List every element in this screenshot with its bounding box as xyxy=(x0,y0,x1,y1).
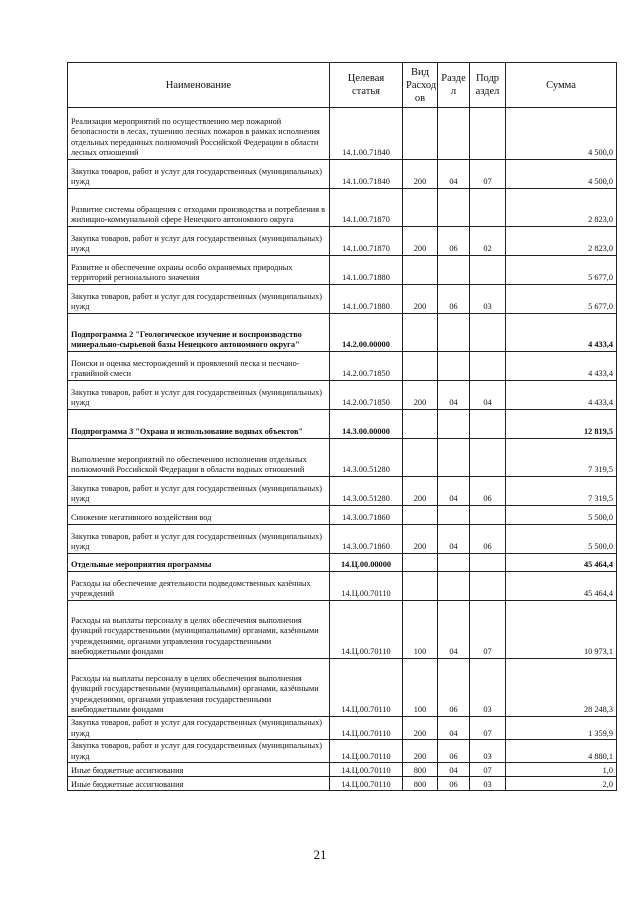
cell-razdel: 06 xyxy=(438,659,470,717)
cell-razdel xyxy=(438,108,470,160)
table-row xyxy=(68,160,617,189)
header-summa: Сумма xyxy=(506,63,617,108)
cell-razdel xyxy=(438,314,470,352)
cell-name: Расходы на выплаты персоналу в целях обеспечения выполнения функций государственными (муниципальными) органами, казёнными учреждениями, органами управления государственными внебюджетными фондами xyxy=(68,601,330,659)
cell-name: Закупка товаров, работ и услуг для государственных (муниципальных) нужд xyxy=(68,525,330,554)
cell-name: Закупка товаров, работ и услуг для государственных (муниципальных) нужд xyxy=(68,285,330,314)
table-row xyxy=(68,763,617,777)
table-row xyxy=(68,285,617,314)
header-name: Наименование xyxy=(68,63,330,108)
cell-vid xyxy=(403,256,438,285)
cell-name: Закупка товаров, работ и услуг для государственных (муниципальных) нужд xyxy=(68,717,330,740)
cell-summa: 2 823,0 xyxy=(506,189,617,227)
cell-code: 14.Ц.00.70110 xyxy=(330,717,403,740)
cell-code: 14.2.00.71850 xyxy=(330,352,403,381)
cell-name: Поиски и оценка месторождений и проявлений песка и песчано-гравийной смеси xyxy=(68,352,330,381)
cell-vid xyxy=(403,189,438,227)
cell-code: 14.3.00.00000 xyxy=(330,410,403,439)
cell-code: 14.3.00.51280 xyxy=(330,477,403,506)
table-row xyxy=(68,777,617,791)
table-header-row xyxy=(68,63,617,108)
cell-razdel xyxy=(438,506,470,525)
cell-vid: 800 xyxy=(403,777,438,791)
cell-summa: 2,0 xyxy=(506,777,617,791)
table-row xyxy=(68,227,617,256)
cell-summa: 4 433,4 xyxy=(506,352,617,381)
cell-name: Закупка товаров, работ и услуг для государственных (муниципальных) нужд xyxy=(68,740,330,763)
cell-vid: 200 xyxy=(403,740,438,763)
cell-podrazdel xyxy=(470,554,506,572)
cell-name: Иные бюджетные ассигнования xyxy=(68,777,330,791)
cell-summa: 10 973,1 xyxy=(506,601,617,659)
cell-podrazdel xyxy=(470,352,506,381)
cell-summa: 28 248,3 xyxy=(506,659,617,717)
cell-razdel: 04 xyxy=(438,477,470,506)
cell-code: 14.2.00.00000 xyxy=(330,314,403,352)
cell-razdel: 06 xyxy=(438,227,470,256)
table-row xyxy=(68,477,617,506)
cell-vid: 200 xyxy=(403,381,438,410)
cell-name: Подпрограмма 2 "Геологическое изучение и воспроизводство минерально-сырьевой базы Ненецкого автономного округа" xyxy=(68,314,330,352)
cell-name: Развитие системы обращения с отходами производства и потребления в жилищно-коммунальной сфере Ненецкого автономного округа xyxy=(68,189,330,227)
cell-summa: 45 464,4 xyxy=(506,572,617,601)
cell-razdel xyxy=(438,189,470,227)
cell-name: Отдельные мероприятия программы xyxy=(68,554,330,572)
cell-summa: 4 433,4 xyxy=(506,381,617,410)
cell-vid xyxy=(403,506,438,525)
cell-summa: 5 500,0 xyxy=(506,525,617,554)
cell-vid xyxy=(403,108,438,160)
cell-summa: 7 319,5 xyxy=(506,439,617,477)
cell-summa: 2 823,0 xyxy=(506,227,617,256)
cell-name: Расходы на обеспечение деятельности подведомственных казённых учреждений xyxy=(68,572,330,601)
cell-code: 14.1.00.71870 xyxy=(330,227,403,256)
cell-podrazdel: 03 xyxy=(470,285,506,314)
cell-name: Выполнение мероприятий по обеспечению исполнения отдельных полномочий Российской Федерации в области водных отношений xyxy=(68,439,330,477)
cell-code: 14.1.00.71840 xyxy=(330,108,403,160)
table-row xyxy=(68,108,617,160)
cell-name: Иные бюджетные ассигнования xyxy=(68,763,330,777)
cell-summa: 5 677,0 xyxy=(506,256,617,285)
budget-table-sheet xyxy=(67,62,616,791)
cell-podrazdel xyxy=(470,256,506,285)
cell-razdel xyxy=(438,554,470,572)
cell-razdel: 06 xyxy=(438,740,470,763)
table-row xyxy=(68,554,617,572)
cell-name: Закупка товаров, работ и услуг для государственных (муниципальных) нужд xyxy=(68,477,330,506)
cell-podrazdel: 07 xyxy=(470,717,506,740)
cell-vid: 100 xyxy=(403,601,438,659)
cell-vid: 200 xyxy=(403,525,438,554)
cell-summa: 4 500,0 xyxy=(506,160,617,189)
cell-podrazdel xyxy=(470,410,506,439)
cell-name: Снижение негативного воздействия вод xyxy=(68,506,330,525)
cell-podrazdel: 07 xyxy=(470,601,506,659)
cell-razdel xyxy=(438,572,470,601)
cell-podrazdel xyxy=(470,189,506,227)
cell-code: 14.3.00.51280 xyxy=(330,439,403,477)
cell-podrazdel: 07 xyxy=(470,160,506,189)
table-row xyxy=(68,189,617,227)
cell-vid xyxy=(403,554,438,572)
table-row xyxy=(68,717,617,740)
cell-vid xyxy=(403,410,438,439)
cell-vid: 200 xyxy=(403,477,438,506)
cell-razdel xyxy=(438,410,470,439)
cell-code: 14.Ц.00.70110 xyxy=(330,777,403,791)
cell-summa: 1,0 xyxy=(506,763,617,777)
cell-podrazdel xyxy=(470,572,506,601)
cell-code: 14.Ц.00.00000 xyxy=(330,554,403,572)
table-row xyxy=(68,525,617,554)
cell-name: Закупка товаров, работ и услуг для государственных (муниципальных) нужд xyxy=(68,381,330,410)
cell-vid: 100 xyxy=(403,659,438,717)
header-razdel: Разде л xyxy=(438,63,470,108)
cell-name: Закупка товаров, работ и услуг для государственных (муниципальных) нужд xyxy=(68,160,330,189)
table-row xyxy=(68,314,617,352)
cell-vid: 200 xyxy=(403,160,438,189)
cell-razdel: 04 xyxy=(438,717,470,740)
cell-code: 14.1.00.71880 xyxy=(330,285,403,314)
cell-razdel: 04 xyxy=(438,381,470,410)
cell-razdel: 06 xyxy=(438,285,470,314)
cell-summa: 45 464,4 xyxy=(506,554,617,572)
table-row xyxy=(68,572,617,601)
cell-vid xyxy=(403,314,438,352)
cell-code: 14.Ц.00.70110 xyxy=(330,659,403,717)
cell-summa: 7 319,5 xyxy=(506,477,617,506)
cell-summa: 5 500,0 xyxy=(506,506,617,525)
table-row xyxy=(68,381,617,410)
cell-code: 14.1.00.71880 xyxy=(330,256,403,285)
table-row xyxy=(68,740,617,763)
cell-code: 14.Ц.00.70110 xyxy=(330,763,403,777)
cell-name: Развитие и обеспечение охраны особо охраняемых природных территорий регионального значения xyxy=(68,256,330,285)
page-number: 21 xyxy=(313,847,327,862)
cell-code: 14.2.00.71850 xyxy=(330,381,403,410)
cell-code: 14.Ц.00.70110 xyxy=(330,572,403,601)
cell-podrazdel xyxy=(470,108,506,160)
cell-vid xyxy=(403,439,438,477)
cell-podrazdel: 03 xyxy=(470,740,506,763)
table-row xyxy=(68,410,617,439)
cell-razdel xyxy=(438,352,470,381)
cell-name: Расходы на выплаты персоналу в целях обеспечения выполнения функций государственными (муниципальными) органами, казёнными учреждениями, органами управления государственными внебюджетными фондами xyxy=(68,659,330,717)
cell-name: Закупка товаров, работ и услуг для государственных (муниципальных) нужд xyxy=(68,227,330,256)
cell-podrazdel: 03 xyxy=(470,777,506,791)
cell-code: 14.3.00.71860 xyxy=(330,506,403,525)
cell-razdel: 04 xyxy=(438,160,470,189)
cell-vid: 200 xyxy=(403,227,438,256)
cell-code: 14.Ц.00.70110 xyxy=(330,601,403,659)
cell-razdel: 04 xyxy=(438,601,470,659)
cell-code: 14.1.00.71840 xyxy=(330,160,403,189)
cell-summa: 1 359,9 xyxy=(506,717,617,740)
table-row xyxy=(68,506,617,525)
cell-vid xyxy=(403,572,438,601)
cell-razdel xyxy=(438,256,470,285)
table-row xyxy=(68,256,617,285)
cell-podrazdel: 06 xyxy=(470,525,506,554)
table-row xyxy=(68,352,617,381)
cell-podrazdel: 03 xyxy=(470,659,506,717)
cell-summa: 4 500,0 xyxy=(506,108,617,160)
cell-code: 14.1.00.71870 xyxy=(330,189,403,227)
cell-podrazdel xyxy=(470,439,506,477)
cell-podrazdel: 04 xyxy=(470,381,506,410)
cell-razdel: 06 xyxy=(438,777,470,791)
cell-vid: 200 xyxy=(403,285,438,314)
header-podrazdel: Подр аздел xyxy=(470,63,506,108)
cell-code: 14.3.00.71860 xyxy=(330,525,403,554)
cell-podrazdel: 06 xyxy=(470,477,506,506)
header-vid: Вид Расход ов xyxy=(403,63,438,108)
table-row xyxy=(68,439,617,477)
table-row xyxy=(68,659,617,717)
budget-table xyxy=(67,62,617,791)
cell-podrazdel: 07 xyxy=(470,763,506,777)
cell-summa: 12 819,5 xyxy=(506,410,617,439)
cell-razdel xyxy=(438,439,470,477)
table-row xyxy=(68,601,617,659)
cell-razdel: 04 xyxy=(438,763,470,777)
cell-podrazdel xyxy=(470,314,506,352)
cell-summa: 4 880,1 xyxy=(506,740,617,763)
cell-podrazdel: 02 xyxy=(470,227,506,256)
cell-code: 14.Ц.00.70110 xyxy=(330,740,403,763)
cell-vid xyxy=(403,352,438,381)
cell-summa: 5 677,0 xyxy=(506,285,617,314)
cell-summa: 4 433,4 xyxy=(506,314,617,352)
cell-podrazdel xyxy=(470,506,506,525)
cell-vid: 200 xyxy=(403,717,438,740)
cell-vid: 800 xyxy=(403,763,438,777)
header-code: Целевая статья xyxy=(330,63,403,108)
cell-razdel: 04 xyxy=(438,525,470,554)
cell-name: Реализация мероприятий по осуществлению мер пожарной безопасности в лесах, тушению лесных пожаров в рамках исполнения отдельных переданных полномочий Российской Федерации в области лесных отношений xyxy=(68,108,330,160)
cell-name: Подпрограмма 3 "Охрана и использование водных объектов" xyxy=(68,410,330,439)
